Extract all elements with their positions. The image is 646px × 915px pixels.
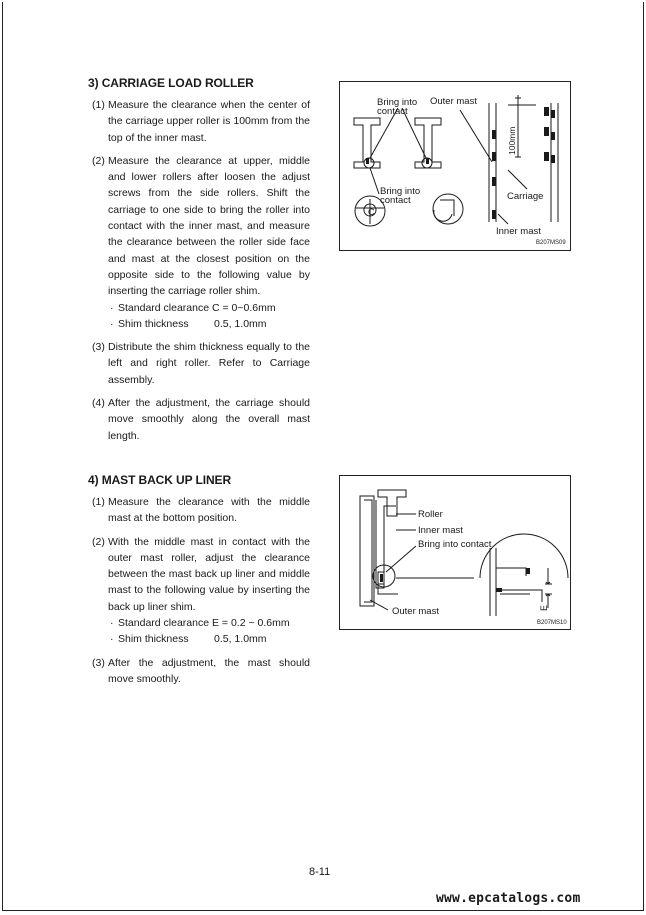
label-outer-mast: Outer mast [392,606,439,617]
watermark: www.epcatalogs.com [436,891,581,906]
spec-label: · Standard clearance E = 0.2 ~ 0.6mm [118,617,290,630]
page-number: 8-11 [309,866,331,878]
spec-value: 0.5, 1.0mm [214,633,267,646]
step-number: (1) [92,99,105,111]
spec-value: 0.5, 1.0mm [214,317,267,330]
step-text: Distribute the shim thickness equally to the left and right roller. Refer to Carriage assembly. [108,341,310,386]
label-inner-mast: Inner mast [496,226,541,237]
label-carriage: Carriage [507,191,544,202]
step-text: After the adjustment, the carriage should move smoothly along the overall mast length. [108,397,310,442]
step-1 [92,494,310,527]
spec-item [108,631,310,647]
label-clearance-c: C [368,207,375,217]
step-3 [92,339,310,388]
step-text: Measure the clearance at upper, middle and lower rollers after loosen the adjust screws from the side rollers. Shift the carriage to one side to bring the roller into contact with the inner mast, and measure the clearance between the roller side face and mast at the closest position on the opposite side to the following value by inserting the carriage roller shim. [108,154,310,298]
step-1 [92,97,310,146]
step-4 [92,395,310,444]
spec-item [108,615,310,631]
step-2 [92,153,310,332]
step-number: (4) [92,397,105,410]
steps-carriage-load-roller [92,97,310,451]
step-3 [92,655,310,688]
spec-list [108,615,310,648]
label-bring-into-contact: Bring into contact [418,539,492,550]
step-text: Measure the clearance when the center of the carriage upper roller is 100mm from the top of the inner mast. [108,99,310,144]
section-heading-carriage-load-roller: 3) CARRIAGE LOAD ROLLER [88,76,254,90]
spec-item [108,300,310,316]
step-number: (3) [92,656,105,669]
spec-label: · Shim thickness [118,633,189,646]
step-number: (2) [92,154,105,167]
back-up-liner-diagram [340,476,570,629]
step-text: With the middle mast in contact with the outer mast roller, adjust the clearance between the mast back up liner and middle mast to the following value by inserting the back up liner shim. [108,535,310,613]
label-clearance-e: E [539,604,549,611]
label-inner-mast: Inner mast [418,525,463,536]
label-dimension-100mm: 100mm [507,126,517,155]
label-contact-2: contact [380,195,411,206]
step-text: After the adjustment, the mast should move smoothly. [108,656,310,685]
figure-code: B207MS09 [536,240,566,246]
figure-mast-back-up-liner [339,475,571,630]
step-2 [92,534,310,648]
figure-carriage-load-roller [339,81,571,251]
figure-code: B207MS10 [537,620,567,626]
step-number: (2) [92,535,105,548]
label-bring-into-2: Bring into [380,186,421,197]
steps-mast-back-up-liner [92,494,310,694]
step-number: (1) [92,496,105,508]
spec-label: · Standard clearance C = 0~0.6mm [118,301,276,314]
carriage-roller-diagram [340,82,570,250]
spec-label: · Shim thickness [118,317,189,330]
spec-item [108,316,310,332]
label-outer-mast: Outer mast [430,96,477,107]
label-roller: Roller [418,509,443,520]
step-text: Measure the clearance with the middle mast at the bottom position. [108,496,310,525]
label-contact-1: contact [377,106,408,117]
label-bring-into-1: Bring into [377,97,418,108]
section-heading-mast-back-up-liner: 4) MAST BACK UP LINER [88,473,232,487]
spec-list [108,300,310,333]
step-number: (3) [92,341,105,354]
